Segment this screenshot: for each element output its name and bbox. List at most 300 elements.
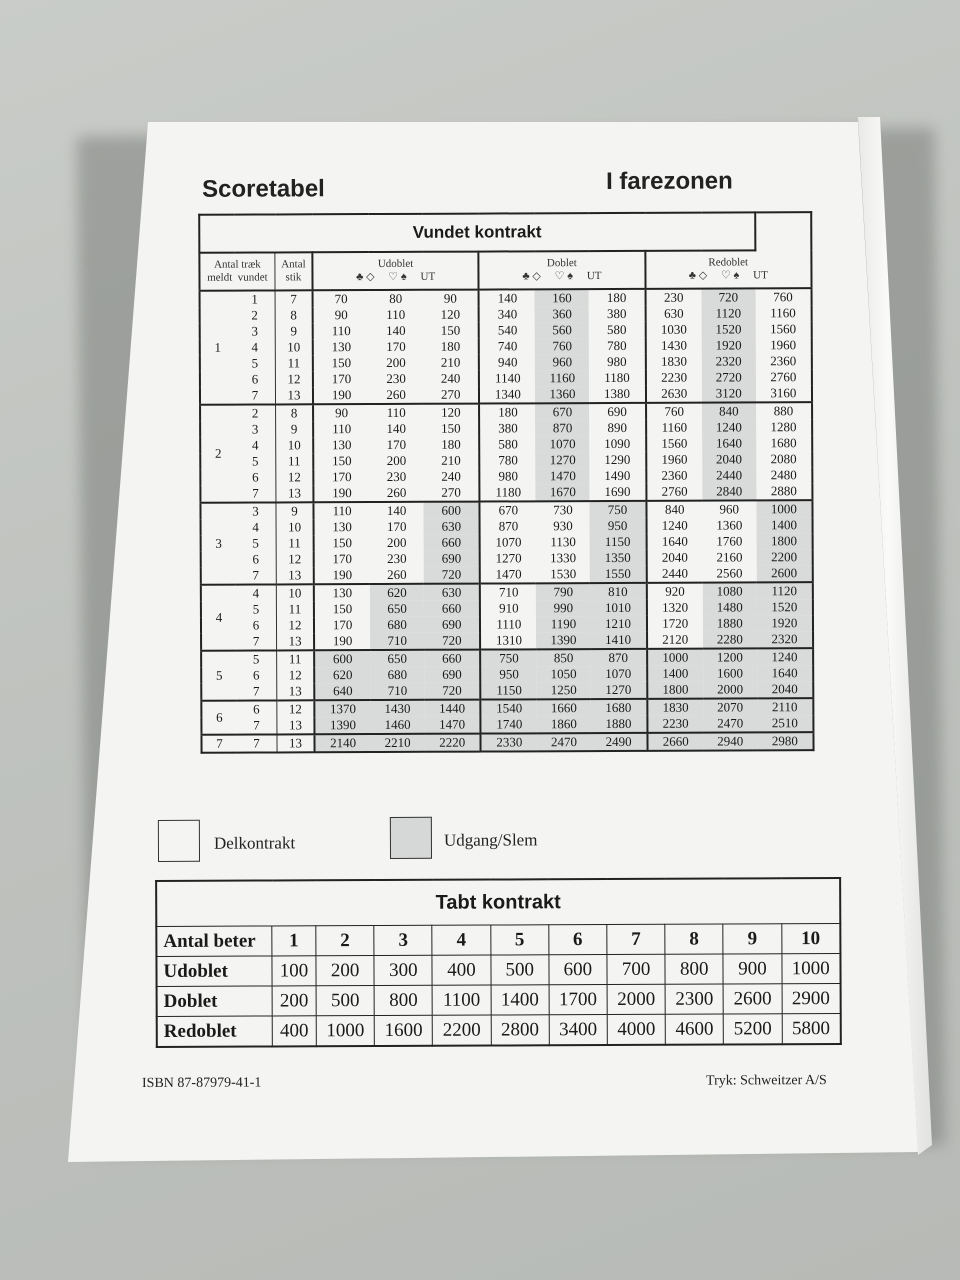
score-cell: 2560 [716,565,743,581]
score-cell: 1180 [604,369,630,386]
score-cell: 650 [370,601,424,617]
tricks-won: 12 [275,371,313,387]
score-cell: 980 [607,353,627,370]
tricks-bid: 5 [251,355,259,371]
score-cell: 740 [479,338,535,354]
score-cell: 920 [646,583,702,600]
score-cell: 1290 [604,451,631,468]
score-cell: 720 [424,633,480,650]
score-cell: 1720 [647,616,703,632]
tricks-won: 13 [277,683,315,700]
score-cell: 140 [370,502,424,519]
score-cell: 180 [479,403,535,420]
score-cell: 260 [386,386,406,402]
penalty-cell: 2300 [665,984,723,1014]
penalty-cell: 5200 [724,1014,782,1045]
tricks-bid: 4 [252,519,259,535]
tricks-bid: 1 [235,290,276,307]
score-cell: 690 [424,617,480,633]
zone-title: I farezonen [606,167,733,196]
tricks-won: 11 [276,535,314,551]
tricks-header-label: Antal træk [214,258,261,271]
page-title: Scoretabel [202,175,325,203]
score-cell: 150 [441,420,461,436]
legend [158,815,818,868]
tricks-won: 8 [276,404,314,421]
score-cell: 1080 [703,582,757,599]
score-cell: 910 [480,600,536,616]
tricks-won: 12 [276,469,314,485]
lost-table-body [156,953,840,1046]
score-cell: 130 [313,437,369,453]
penalty-cell: 1100 [432,985,490,1015]
score-cell: 1670 [536,484,590,501]
score-cell: 2760 [646,484,702,501]
score-cell: 230 [645,289,701,306]
won-column-headers [199,250,811,291]
penalty-cell: 300 [374,955,432,985]
score-cell: 2220 [425,734,481,752]
penalty-cell: 500 [316,986,374,1016]
score-cell: 670 [535,403,589,420]
score-cell: 1800 [647,682,703,699]
score-cell: 1140 [479,370,535,386]
score-cell: 710 [370,633,424,650]
score-cell: 1240 [757,648,813,665]
score-cell: 710 [370,683,424,700]
tricks-won: 10 [276,584,314,601]
lost-number-row [156,923,840,956]
score-cell: 580 [606,321,627,338]
score-cell: 90 [313,404,369,421]
score-cell: 1830 [645,354,701,370]
tricks-won: 13 [276,567,314,584]
score-cell: 1530 [550,566,577,582]
tricks-bid: 4 [236,584,277,601]
score-cell: 1000 [756,500,812,517]
penalty-cell: 1400 [491,985,549,1015]
score-cell: 2120 [647,632,703,649]
score-cell: 260 [387,566,407,582]
score-cell: 1640 [646,534,702,550]
score-cell: 1740 [481,716,537,733]
penalty-cell: 2000 [607,984,665,1014]
score-cell: 110 [313,323,369,339]
contract-level: 5 [201,651,236,701]
score-cell: 1430 [370,700,424,717]
score-cell: 1270 [480,550,536,566]
score-cell: 1270 [591,682,647,699]
score-cell: 140 [386,322,406,338]
score-cell: 190 [314,567,370,584]
contract-level: 6 [201,701,236,735]
score-cell: 2760 [770,369,797,385]
score-cell: 1880 [703,615,757,631]
score-cell: 660 [424,535,480,551]
score-cell: 230 [386,468,407,484]
tricks-bid: 6 [252,551,259,567]
tricks-won: 10 [276,437,314,453]
lost-row [156,953,840,986]
tricks-bid: 7 [253,717,260,733]
stik-header [275,252,313,290]
score-cell: 850 [537,649,591,666]
heart-spade-icon: ♡ ♠ [388,270,407,283]
score-cell: 2110 [757,698,813,715]
score-cell: 1120 [701,305,755,321]
score-cell: 270 [441,484,461,500]
tricks-bid: 5 [252,601,260,617]
score-cell: 1410 [590,632,646,649]
score-cell: 810 [590,583,646,600]
score-cell: 1050 [537,666,591,682]
score-cell: 170 [386,338,406,354]
penalty-cell: 100 [272,956,316,986]
score-cell: 950 [590,518,646,534]
penalty-row-label: Doblet [157,986,273,1017]
score-cell: 70 [313,290,369,307]
score-cell: 2600 [757,565,813,582]
game-swatch [390,817,432,859]
score-cell: 170 [313,469,369,485]
club-diamond-icon: ♣ ◇ [522,270,541,283]
redoubled-label: Redoblet [708,256,749,269]
penalty-cell: 400 [432,955,490,985]
score-cell: 1390 [536,632,590,649]
score-cell: 1470 [536,468,590,484]
score-cell: 760 [646,403,702,420]
score-cell: 680 [370,667,424,683]
penalty-cell: 2900 [782,983,841,1013]
score-cell: 1280 [770,419,797,435]
score-cell: 760 [755,288,811,305]
score-cell: 620 [314,667,370,683]
score-cell: 1360 [535,386,589,403]
score-cell: 1800 [756,533,812,549]
score-cell: 1660 [537,699,591,716]
lost-row [157,983,841,1016]
score-cell: 170 [314,551,370,567]
score-cell: 210 [440,354,461,370]
tricks-bid: 7 [236,734,277,752]
undertricks-label: Antal beter [156,926,272,957]
score-cell: 2510 [757,715,813,732]
tricks-won: 13 [277,633,315,650]
stik-header-line2: stik [285,271,302,284]
score-cell: 730 [536,501,590,518]
tricks-won: 9 [276,502,314,519]
score-cell: 950 [480,666,536,682]
score-cell: 1160 [646,420,702,436]
score-cell: 1070 [536,436,590,452]
score-cell: 1550 [590,566,646,583]
undoubled-label: Udoblet [377,257,414,271]
score-cell: 170 [314,617,370,633]
undertrick-number: 5 [490,925,548,955]
score-cell: 1200 [703,648,757,665]
score-cell: 190 [313,387,369,404]
score-cell: 2470 [703,715,757,732]
tricks-header [199,252,275,290]
score-cell: 140 [386,420,407,436]
score-cell: 670 [480,501,536,518]
score-cell: 790 [536,583,590,600]
score-cell: 690 [589,403,645,420]
tricks-won: 10 [276,519,314,535]
undertrick-number: 4 [432,925,490,955]
penalty-cell: 800 [374,985,432,1015]
score-cell: 600 [424,502,480,519]
score-cell: 1400 [647,666,703,682]
undoubled-header [312,252,478,291]
score-cell: 1920 [757,615,813,631]
tricks-bid: 7 [253,683,260,699]
score-cell: 2230 [646,370,702,386]
score-cell: 1680 [591,699,647,716]
score-cell: 760 [535,338,589,354]
score-cell: 840 [646,501,702,518]
score-cell: 720 [424,567,480,584]
score-cell: 540 [479,322,535,338]
score-cell: 270 [440,386,461,402]
score-cell: 2490 [591,733,647,751]
score-cell: 1160 [535,370,589,386]
score-cell: 340 [479,306,535,322]
won-table-body [200,288,814,753]
penalty-cell: 400 [272,1016,316,1047]
tricks-won-label: vundet [237,271,268,284]
tricks-won: 9 [276,421,314,437]
score-cell: 230 [387,550,407,566]
score-cell: 1070 [480,534,536,550]
score-cell: 1190 [536,616,590,632]
score-cell: 180 [440,338,461,354]
tricks-won: 11 [277,650,315,667]
score-cell: 2070 [703,698,757,715]
score-cell: 650 [370,650,424,667]
score-cell: 960 [702,500,756,517]
score-cell: 1880 [591,716,647,733]
score-cell: 1030 [645,322,701,338]
score-cell: 140 [479,289,535,306]
score-cell: 720 [701,288,755,305]
score-cell: 2470 [537,733,591,751]
won-table-title: Vundet kontrakt [199,212,755,252]
score-cell: 1180 [480,484,536,501]
score-cell: 90 [423,290,479,307]
score-cell: 1310 [480,632,536,649]
score-cell: 160 [535,289,589,306]
score-cell: 1460 [371,717,425,734]
tricks-won: 9 [275,323,313,339]
score-cell: 1400 [756,517,812,533]
notrump-label: UT [586,270,602,283]
score-cell: 1120 [757,582,813,599]
score-cell: 750 [480,649,536,666]
score-cell: 110 [369,404,423,421]
score-cell: 2360 [770,353,797,369]
score-cell: 200 [386,534,407,550]
score-cell: 1350 [590,550,646,566]
undertrick-number: 6 [549,925,607,955]
score-cell: 2210 [371,734,425,752]
tricks-bid: 5 [252,535,259,551]
score-cell: 720 [424,683,480,700]
score-cell: 2040 [702,451,756,467]
tricks-won: 12 [277,700,315,717]
score-cell: 2360 [646,468,702,484]
score-cell: 880 [756,402,812,419]
tricks-won: 11 [276,601,314,617]
score-cell: 960 [535,354,589,370]
tricks-bid: 7 [252,633,260,649]
score-cell: 2320 [757,631,813,648]
tricks-bid: 7 [252,485,259,501]
score-cell: 240 [440,370,461,386]
tricks-bid-label: meldt [207,271,233,284]
score-cell: 1130 [550,534,576,550]
score-cell: 1090 [604,435,631,452]
score-cell: 870 [480,518,536,534]
score-cell: 680 [370,617,424,633]
score-cell: 150 [314,535,370,551]
score-cell: 190 [313,485,369,502]
score-cell: 2160 [716,549,743,565]
score-cell: 1830 [647,699,703,716]
tricks-bid: 5 [236,650,277,667]
score-cell: 150 [313,453,369,469]
score-cell: 200 [386,452,407,468]
tricks-bid: 7 [252,567,260,583]
score-cell: 190 [314,633,370,650]
score-cell: 3160 [770,385,797,401]
score-cell: 1540 [481,699,537,716]
partial-swatch [158,820,200,862]
contract-level: 2 [200,405,235,503]
score-cell: 2940 [703,732,757,750]
score-cell: 200 [386,354,406,370]
score-cell: 1960 [646,452,702,468]
score-cell: 1520 [701,321,755,337]
score-cell: 600 [314,650,370,667]
contract-level: 4 [201,585,236,651]
score-cell: 2200 [756,549,812,565]
undertrick-number: 2 [316,926,374,956]
score-cell: 1270 [536,452,590,468]
score-cell: 1340 [479,386,535,403]
club-diamond-icon: ♣ ◇ [688,269,708,282]
score-cell: 750 [590,501,646,518]
won-row [201,732,813,753]
doubled-header [479,251,645,290]
score-cell: 1010 [590,600,646,616]
penalty-cell: 800 [665,954,723,984]
score-cell: 1380 [604,385,631,402]
score-cell: 710 [480,583,536,600]
score-cell: 3120 [702,385,756,402]
contract-level: 7 [201,735,236,753]
score-cell: 130 [313,339,369,355]
score-cell: 2630 [646,386,702,403]
score-cell: 2660 [647,733,703,751]
contract-level: 3 [200,503,235,585]
penalty-cell: 600 [549,955,607,985]
tricks-bid: 2 [251,307,258,323]
score-cell: 110 [313,421,369,437]
score-cell: 1160 [770,305,796,321]
lost-row [157,1013,841,1046]
redoubled-header [645,250,812,289]
score-cell: 240 [441,468,461,484]
score-cell: 360 [535,306,589,322]
score-cell: 1600 [703,665,757,681]
score-cell: 130 [314,584,370,601]
penalty-cell: 700 [607,954,665,984]
score-cell: 2040 [757,681,813,698]
score-cell: 890 [607,419,627,436]
score-cell: 1490 [604,467,631,484]
score-cell: 580 [479,436,535,452]
penalty-cell: 2200 [433,1015,491,1046]
undertrick-number: 7 [607,924,665,954]
score-cell: 1640 [702,435,756,451]
undertrick-number: 8 [665,924,723,954]
score-cell: 1150 [590,534,646,550]
tricks-bid: 6 [251,371,259,387]
score-cell: 1440 [424,700,480,717]
score-cell: 980 [480,468,536,484]
score-cell: 1150 [481,682,537,699]
score-cell: 930 [553,518,573,534]
score-cell: 2720 [702,369,756,385]
score-cell: 780 [480,452,536,468]
score-cell: 870 [536,420,590,436]
score-cell: 1520 [757,599,813,615]
score-cell: 1210 [590,616,646,632]
score-cell: 1690 [604,483,631,500]
tricks-bid: 7 [251,387,259,403]
game-label: Udgang/Slem [443,830,538,850]
score-cell: 640 [314,683,370,700]
score-cell: 990 [536,600,590,616]
score-cell: 2480 [770,467,797,483]
doubled-label: Doblet [546,257,577,270]
score-cell: 1640 [757,665,813,681]
stik-header-line1: Antal [281,258,306,271]
tricks-won: 12 [276,617,314,633]
notrump-label: UT [753,269,768,282]
score-cell: 2440 [646,566,702,583]
score-cell: 620 [370,584,424,601]
score-cell: 940 [479,354,535,370]
penalty-cell: 200 [316,956,374,986]
notrump-label: UT [420,270,436,283]
score-cell: 2980 [757,732,813,750]
score-cell: 260 [386,484,407,500]
penalty-row-label: Redoblet [157,1016,273,1047]
heart-spade-icon: ♡ ♠ [554,270,574,283]
score-cell: 2880 [770,483,797,499]
score-card [141,165,834,1108]
tricks-bid: 4 [251,437,259,453]
undertrick-number: 1 [272,926,316,956]
score-cell: 110 [386,306,406,322]
score-cell: 380 [606,305,627,322]
score-cell: 80 [369,290,423,307]
lost-table-title: Tabt kontrakt [156,878,840,926]
score-cell: 1480 [703,599,757,615]
penalty-cell: 2800 [491,1015,549,1046]
